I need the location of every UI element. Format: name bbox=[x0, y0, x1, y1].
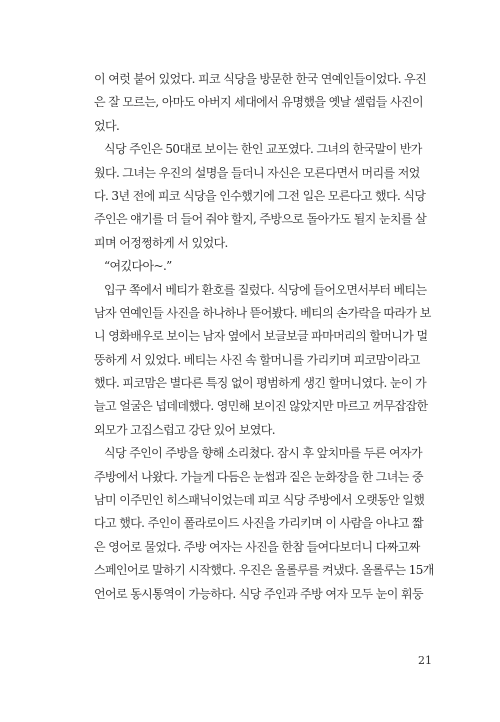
text-line: 피며 어정쩡하게 서 있었다. bbox=[94, 235, 228, 250]
text-line: “여깄다아~.” bbox=[104, 259, 172, 274]
text-line: 이 여럿 붙어 있었다. 피코 식당을 방문한 한국 연예인들이었다. 우진 bbox=[94, 72, 427, 86]
text-line: 스페인어로 말하기 시작했다. 우진은 올롤루를 켜냈다. 올롤루는 15개 bbox=[94, 563, 434, 578]
text-line: 니 영화배우로 보이는 남자 옆에서 보글보글 파마머리의 할머니가 멀 bbox=[94, 329, 428, 344]
body-text bbox=[94, 68, 434, 606]
text-line: 남미 이주민인 히스패닉이었는데 피코 식당 주방에서 오랫동안 일했 bbox=[94, 493, 425, 508]
text-line: 뚱하게 서 있었다. 베티는 사진 속 할머니를 가리키며 피코맘이라고 bbox=[94, 352, 420, 367]
text-line: 했다. 피코맘은 별다른 특징 없이 평범하게 생긴 할머니였다. 눈이 가 bbox=[94, 376, 427, 391]
text-line: 늘고 얼굴은 넙데데했다. 영민해 보이진 않았지만 마르고 꺼무잡잡한 bbox=[94, 399, 428, 414]
text-line: 주방에서 나왔다. 가늘게 다듬은 눈썹과 짙은 눈화장을 한 그녀는 중 bbox=[94, 469, 423, 484]
text-line: 식당 주인이 주방을 향해 소리쳤다. 잠시 후 앞치마를 두른 여자가 bbox=[104, 446, 422, 461]
text-line: 웠다. 그녀는 우진의 설명을 들더니 자신은 모른다면서 머리를 저었 bbox=[94, 165, 420, 180]
page-number: 21 bbox=[418, 654, 432, 667]
text-line: 남자 연예인들 사진을 하나하나 뜯어봤다. 베티의 손가락을 따라가 보 bbox=[94, 305, 431, 320]
text-line: 었다. bbox=[94, 118, 120, 133]
text-line: 은 영어로 물었다. 주방 여자는 사진을 한참 들여다보더니 다짜고짜 bbox=[94, 539, 420, 554]
text-line: 식당 주인은 50대로 보이는 한인 교포였다. 그녀의 한국말이 반가 bbox=[104, 142, 422, 157]
text-line: 언어로 동시통역이 가능하다. 식당 주인과 주방 여자 모두 눈이 휘둥 bbox=[94, 586, 423, 601]
text-line: 입구 쪽에서 베티가 환호를 질렀다. 식당에 들어오면서부터 베티는 bbox=[104, 282, 427, 297]
text-line: 다고 했다. 주인이 폴라로이드 사진을 가리키며 이 사람을 아냐고 짧 bbox=[94, 516, 423, 531]
text-line: 은 잘 모르는, 아마도 아버지 세대에서 유명했을 옛날 셀럽들 사진이 bbox=[94, 95, 423, 110]
text-line: 다. 3년 전에 피코 식당을 인수했기에 그전 일은 모른다고 했다. 식당 bbox=[94, 188, 426, 203]
text-line: 주인은 얘기를 더 들어 줘야 할지, 주방으로 돌아가도 될지 눈치를 살 bbox=[94, 212, 427, 227]
text-line: 외모가 고집스럽고 강단 있어 보였다. bbox=[94, 422, 275, 437]
